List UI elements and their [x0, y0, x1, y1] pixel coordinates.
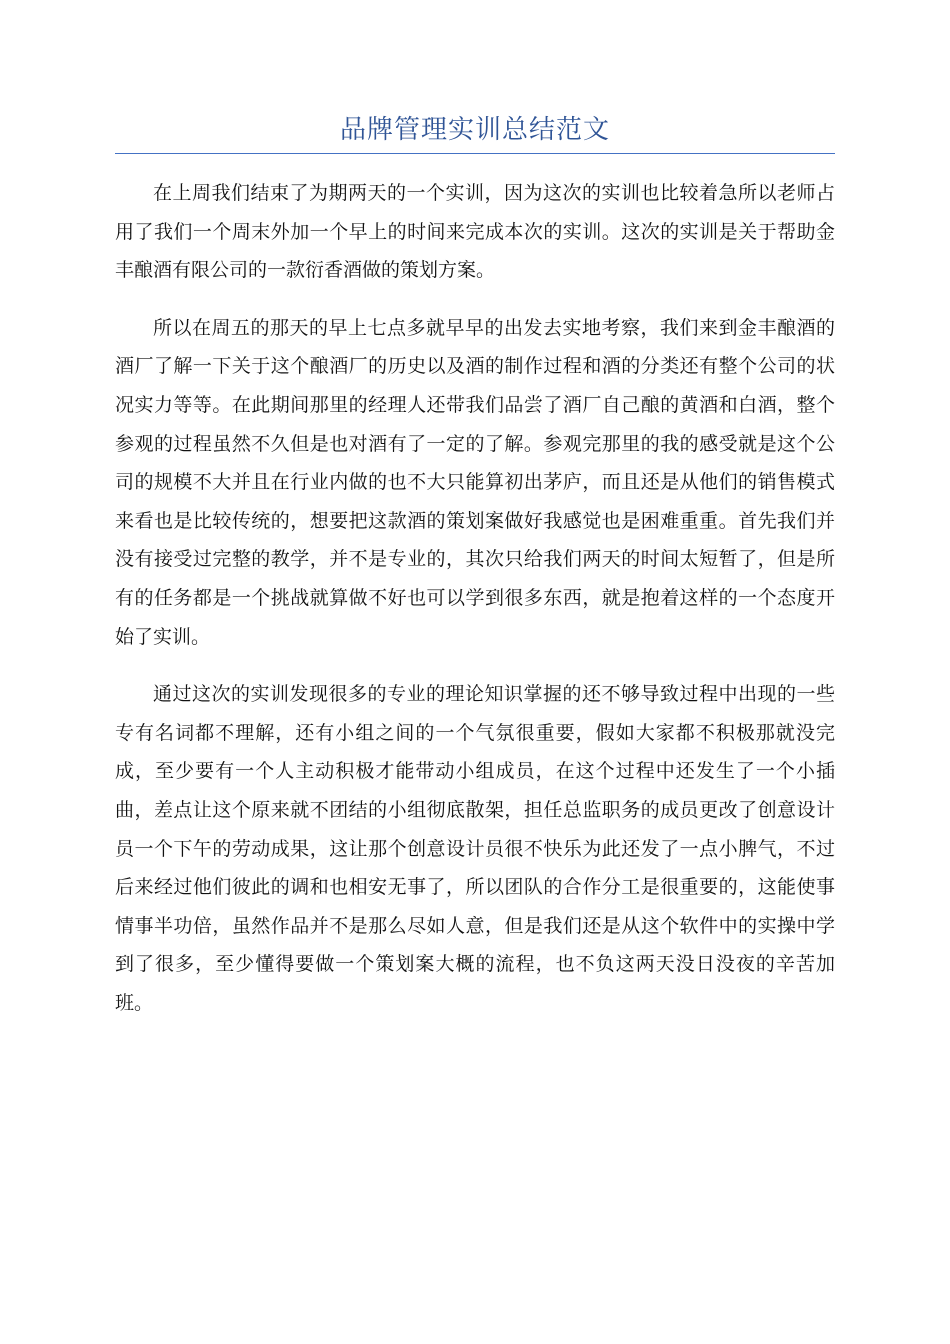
- document-body: [115, 174, 835, 1041]
- paragraph-3: 通过这次的实训发现很多的专业的理论知识掌握的还不够导致过程中出现的一些专有名词都不理解，还有小组之间的一个气氛很重要，假如大家都不积极那就没完成，至少要有一个人主动积极才能带动小组成员，在这个过程中还发生了一个小插曲，差点让这个原来就不团结的小组彻底散架，担任总监职务的成员更改了创意设计员一个下午的劳动成果，这让那个创意设计员很不快乐为此还发了一点小脾气，不过后来经过他们彼此的调和也相安无事了，所以团队的合作分工是很重要的，这能使事情事半功倍，虽然作品并不是那么尽如人意，但是我们还是从这个软件中的实操中学到了很多，至少懂得要做一个策划案大概的流程，也不负这两天没日没夜的辛苦加班。: [115, 683, 835, 1014]
- paragraph-2: 所以在周五的那天的早上七点多就早早的出发去实地考察，我们来到金丰酿酒的酒厂了解一下关于这个酿酒厂的历史以及酒的制作过程和酒的分类还有整个公司的状况实力等等。在此期间那里的经理人还带我们品尝了酒厂自己酿的黄酒和白酒，整个参观的过程虽然不久但是也对酒有了一定的了解。参观完那里的我的感受就是这个公司的规模不大并且在行业内做的也不大只能算初出茅庐，而且还是从他们的销售模式来看也是比较传统的，想要把这款酒的策划案做好我感觉也是困难重重。首先我们并没有接受过完整的教学，并不是专业的，其次只给我们两天的时间太短暂了，但是所有的任务都是一个挑战就算做不好也可以学到很多东西，就是抱着这样的一个态度开始了实训。: [115, 316, 835, 648]
- title-underline: [115, 153, 835, 154]
- document-title: 品牌管理实训总结范文: [339, 115, 610, 145]
- paragraph-1: 在上周我们结束了为期两天的一个实训，因为这次的实训也比较着急所以老师占用了我们一个周末外加一个早上的时间来完成本次的实训。这次的实训是关于帮助金丰酿酒有限公司的一款衍香酒做的策划方案。: [115, 182, 835, 282]
